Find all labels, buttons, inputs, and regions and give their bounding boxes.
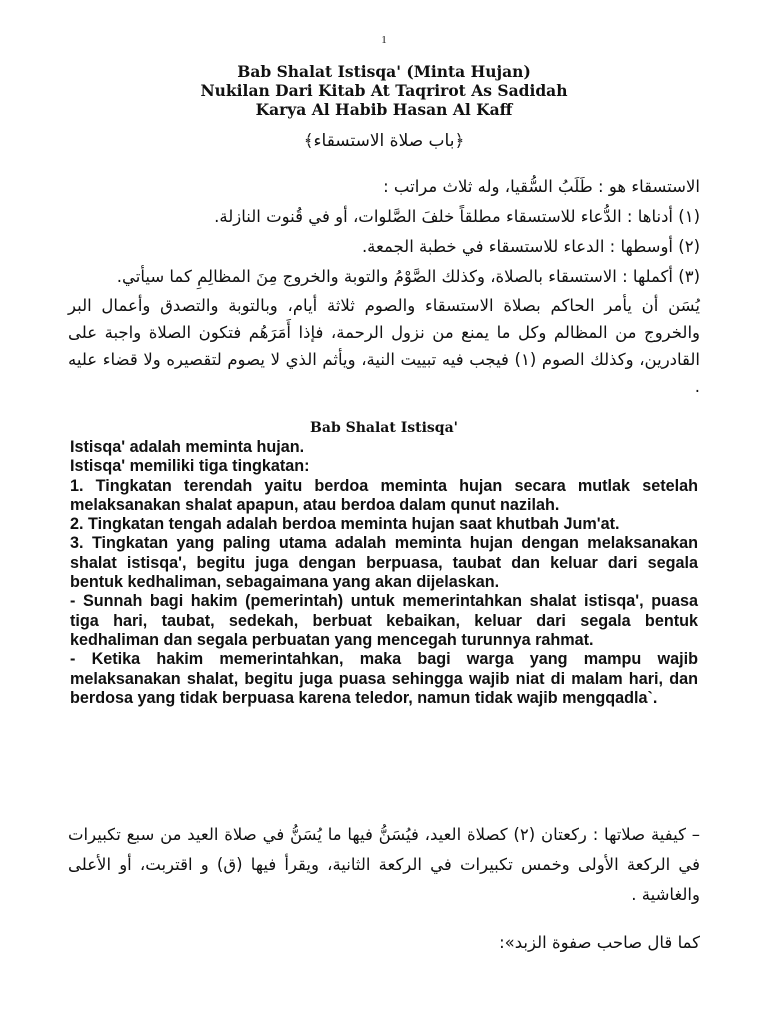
arabic-definition-list <box>68 172 700 400</box>
list-item: 1. Tingkatan terendah yaitu berdoa meminta hujan secara mutlak setelah melaksanakan shalat apapun, atau berdoa dalam qunut nazilah. <box>70 476 698 514</box>
arabic-line: الاستسقاء هو : طَلَبُ السُّقيا، وله ثلاث مراتب : <box>383 177 700 196</box>
list-item: 3. Tingkatan yang paling utama adalah meminta hujan dengan melaksanakan shalat istisqa', begitu juga dengan berpuasa, taubat dan keluar dari segala bentuk kedhaliman, sebagaimana yang akan dijelaskan. <box>70 534 698 592</box>
title-line: Nukilan Dari Kitab At Taqrirot As Sadidah <box>200 81 568 100</box>
arabic-prayer-method <box>68 820 700 958</box>
arabic-quote-intro: كما قال صاحب صفوة الزبد»: <box>499 933 700 952</box>
list-item: - Ketika hakim memerintahkan, maka bagi warga yang mampu wajib melaksanakan shalat, begitu juga puasa sehingga wajib niat di malam hari, dan berdosa yang tidak berpuasa karena teledor, namun tidak wajib mengqadla`. <box>70 650 698 707</box>
arabic-paragraph: – كيفية صلاتها : ركعتان (٢) كصلاة العيد، فيُسَنُّ فيها ما يُسَنُّ في صلاة العيد من سبع تكبيرات في الركعة الأولى وخمس تكبيرات في الركعة الثانية، ويقرأ فيها (ق) و اقتربت، أو الأعلى والغاشية . <box>68 825 701 904</box>
title-line: Karya Al Habib Hasan Al Kaff <box>255 100 513 119</box>
list-item: 2. Tingkatan tengah adalah berdoa meminta hujan saat khutbah Jum'at. <box>70 515 620 534</box>
section-heading: Bab Shalat Istisqa' <box>310 420 458 436</box>
text-line: Istisqa' adalah meminta hujan. <box>70 438 305 456</box>
list-item: - Sunnah bagi hakim (pemerintah) untuk memerintahkan shalat istisqa', puasa tiga hari, taubat, sedekah, berbuat kebaikan, keluar dari segala bentuk kedhaliman dan segala perbuatan yang mencegah turunnya rahmat. <box>70 592 698 649</box>
page-title <box>0 62 768 119</box>
arabic-line: (١) أدناها : الدُّعاء للاستسقاء مطلقاً خلفَ الصَّلوات، أو في قُنوت النازلة. <box>214 207 700 226</box>
text-line: Istisqa' memiliki tiga tingkatan: <box>70 457 310 476</box>
arabic-paragraph: يُسَن أن يأمر الحاكم بصلاة الاستسقاء والصوم ثلاثة أيام، وبالتوبة والتصدق وأعمال البر والخروج من المظالم وكل ما يمنع من نزول الرحمة، فإذا أَمَرَهُم فتكون الصلاة واجبة على القادرين، وكذلك الصوم (١) فيجب فيه تبييت النية، ويأثم الذي لا يصوم لتقصيره ولا قضاء عليه . <box>68 296 701 396</box>
title-line: Bab Shalat Istisqa' (Minta Hujan) <box>237 62 531 81</box>
page-number: 1 <box>381 34 387 46</box>
arabic-line: (٣) أكملها : الاستسقاء بالصلاة، وكذلك الصَّوْمُ والتوبة والخروج مِنَ المظالِمِ كما سيأتي. <box>116 267 700 286</box>
arabic-line: (٢) أوسطها : الدعاء للاستسقاء في خطبة الجمعة. <box>361 237 700 256</box>
translation-body <box>70 438 698 708</box>
arabic-chapter-heading: ﴿باب صلاة الاستسقاء﴾ <box>303 131 465 151</box>
